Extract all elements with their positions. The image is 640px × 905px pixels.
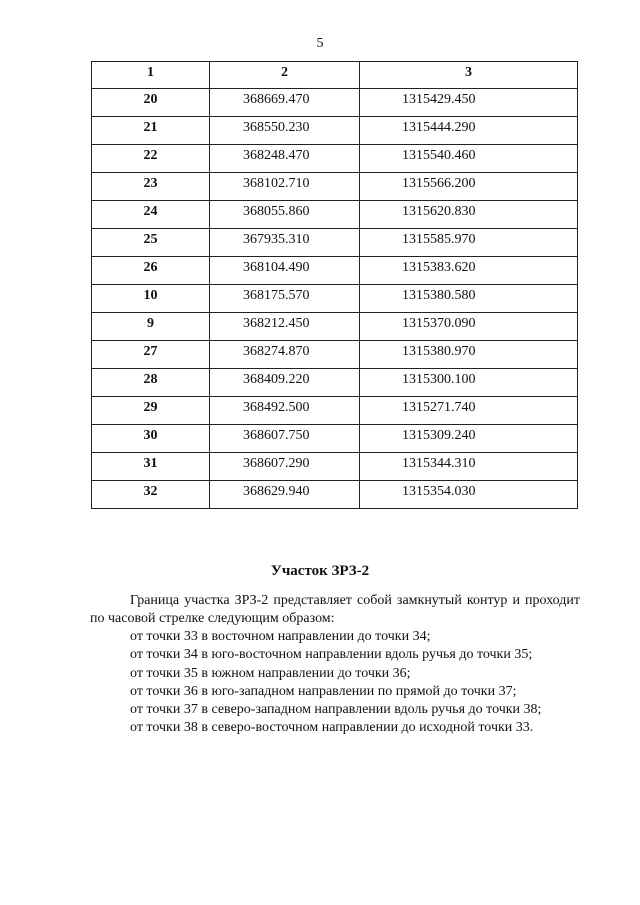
x-coordinate-cell: 368409.220 xyxy=(210,369,360,397)
point-number-cell: 10 xyxy=(92,285,210,313)
y-coordinate-cell: 1315444.290 xyxy=(360,117,578,145)
point-number-cell: 30 xyxy=(92,425,210,453)
y-coordinate-cell: 1315566.200 xyxy=(360,173,578,201)
table-row xyxy=(92,201,578,229)
point-number-cell: 31 xyxy=(92,453,210,481)
table-row xyxy=(92,229,578,257)
y-coordinate-cell: 1315380.580 xyxy=(360,285,578,313)
point-number-cell: 32 xyxy=(92,481,210,509)
route-item: от точки 33 в восточном направлении до точки 34; xyxy=(130,629,431,644)
y-coordinate-cell: 1315620.830 xyxy=(360,201,578,229)
x-coordinate-cell: 368274.870 xyxy=(210,341,360,369)
page-number: 5 xyxy=(316,36,324,51)
route-item: от точки 38 в северо-восточном направлении до исходной точки 33. xyxy=(130,720,534,736)
point-number-cell: 21 xyxy=(92,117,210,145)
point-number-cell: 28 xyxy=(92,369,210,397)
y-coordinate-cell: 1315271.740 xyxy=(360,397,578,425)
table-row xyxy=(92,173,578,201)
point-number-cell: 22 xyxy=(92,145,210,173)
point-number-cell: 25 xyxy=(92,229,210,257)
table-row xyxy=(92,89,578,117)
point-number-cell: 29 xyxy=(92,397,210,425)
x-coordinate-cell: 368248.470 xyxy=(210,145,360,173)
section-intro: Граница участка ЗРЗ-2 представляет собой замкнутый контур и проходит по часовой стрелке следующим образом: xyxy=(90,593,580,626)
point-number-cell: 26 xyxy=(92,257,210,285)
route-item: от точки 37 в северо-западном направлении вдоль ручья до точки 38; xyxy=(130,702,542,718)
route-item: от точки 34 в юго-восточном направлении вдоль ручья до точки 35; xyxy=(130,647,533,663)
y-coordinate-cell: 1315380.970 xyxy=(360,341,578,369)
y-coordinate-cell: 1315354.030 xyxy=(360,481,578,509)
table-row xyxy=(92,145,578,173)
x-coordinate-cell: 367935.310 xyxy=(210,229,360,257)
table-body xyxy=(92,89,578,509)
column-header-y: 3 xyxy=(360,62,578,89)
y-coordinate-cell: 1315300.100 xyxy=(360,369,578,397)
table-header-row xyxy=(92,62,578,89)
coordinates-table xyxy=(91,61,578,509)
table-row xyxy=(92,397,578,425)
x-coordinate-cell: 368175.570 xyxy=(210,285,360,313)
table-row xyxy=(92,453,578,481)
route-list xyxy=(130,628,590,738)
table-row xyxy=(92,313,578,341)
x-coordinate-cell: 368492.500 xyxy=(210,397,360,425)
y-coordinate-cell: 1315370.090 xyxy=(360,313,578,341)
point-number-cell: 27 xyxy=(92,341,210,369)
y-coordinate-cell: 1315383.620 xyxy=(360,257,578,285)
y-coordinate-cell: 1315309.240 xyxy=(360,425,578,453)
route-item: от точки 35 в южном направлении до точки 36; xyxy=(130,665,411,681)
route-item: от точки 36 в юго-западном направлении по прямой до точки 37; xyxy=(130,683,517,699)
column-header-point: 1 xyxy=(92,62,210,89)
table-row xyxy=(92,369,578,397)
table-row xyxy=(92,257,578,285)
point-number-cell: 24 xyxy=(92,201,210,229)
x-coordinate-cell: 368607.750 xyxy=(210,425,360,453)
y-coordinate-cell: 1315429.450 xyxy=(360,89,578,117)
table-row xyxy=(92,285,578,313)
y-coordinate-cell: 1315540.460 xyxy=(360,145,578,173)
table-row xyxy=(92,425,578,453)
table-row xyxy=(92,117,578,145)
x-coordinate-cell: 368669.470 xyxy=(210,89,360,117)
x-coordinate-cell: 368629.940 xyxy=(210,481,360,509)
y-coordinate-cell: 1315585.970 xyxy=(360,229,578,257)
x-coordinate-cell: 368212.450 xyxy=(210,313,360,341)
column-header-x: 2 xyxy=(210,62,360,89)
y-coordinate-cell: 1315344.310 xyxy=(360,453,578,481)
x-coordinate-cell: 368055.860 xyxy=(210,201,360,229)
point-number-cell: 23 xyxy=(92,173,210,201)
x-coordinate-cell: 368104.490 xyxy=(210,257,360,285)
point-number-cell: 9 xyxy=(92,313,210,341)
x-coordinate-cell: 368102.710 xyxy=(210,173,360,201)
x-coordinate-cell: 368550.230 xyxy=(210,117,360,145)
table-row xyxy=(92,341,578,369)
section-title: Участок ЗРЗ-2 xyxy=(270,563,370,579)
x-coordinate-cell: 368607.290 xyxy=(210,453,360,481)
point-number-cell: 20 xyxy=(92,89,210,117)
table-row xyxy=(92,481,578,509)
